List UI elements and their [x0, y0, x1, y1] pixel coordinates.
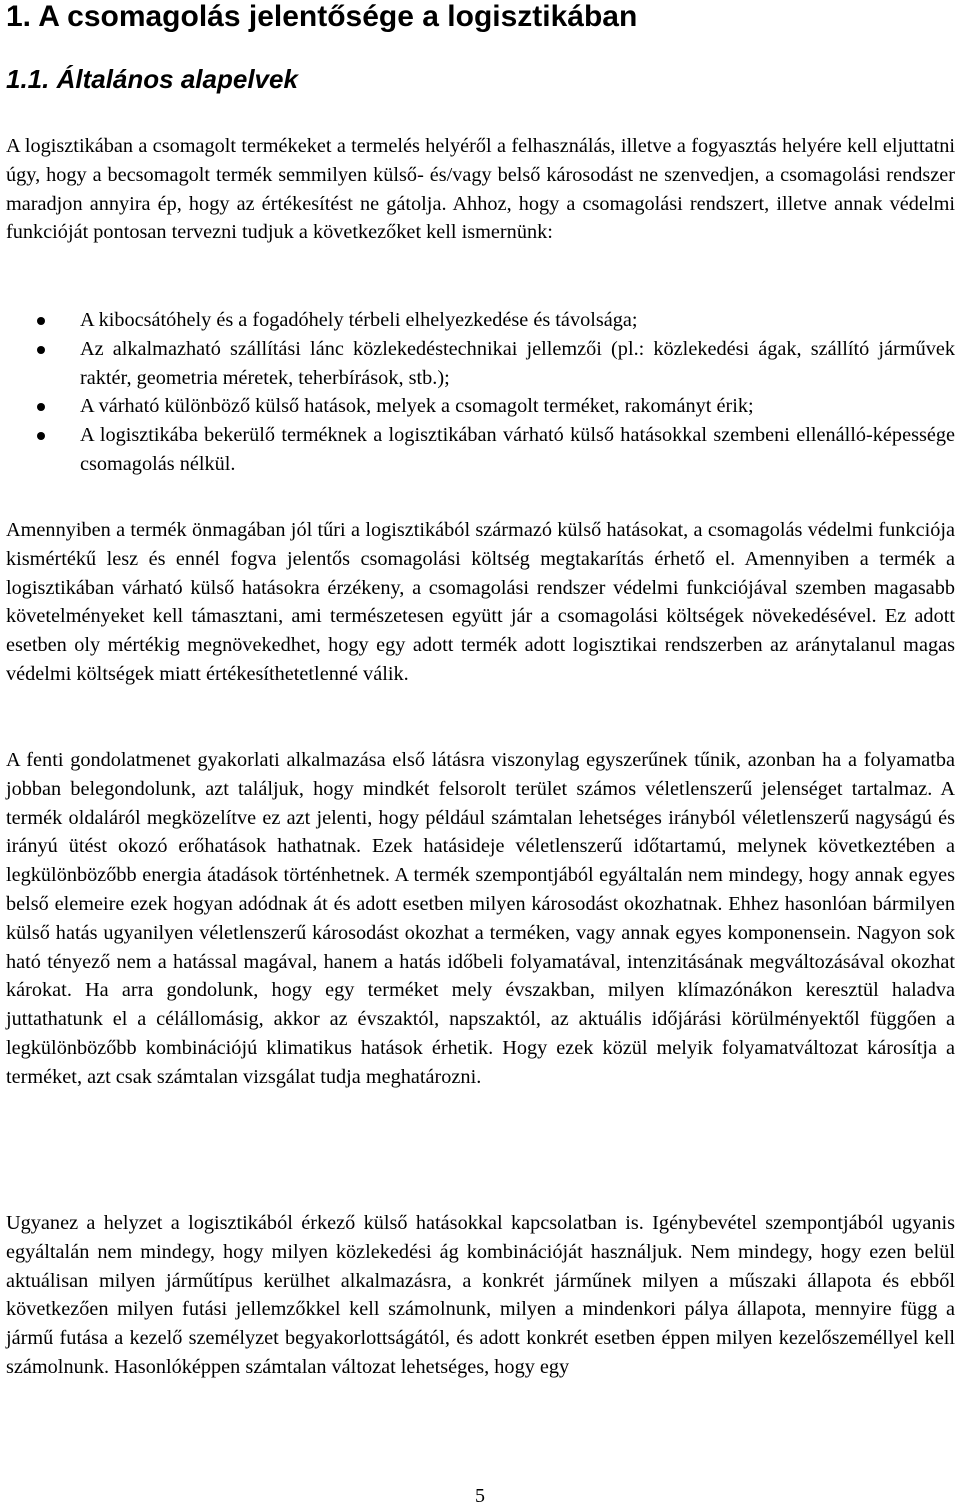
requirements-list — [0, 306, 955, 479]
paragraph-transport: Ugyanez a helyzet a logisztikából érkező külső hatásokkal kapcsolatban is. Igénybevétel szempontjából ugyanis egyáltalán nem mindegy, hogy milyen közlekedési ág kombinációját használjuk. Nem mindegy, hogy ezen belül aktuálisan milyen járműtípus kerülhet alkalmazásra, a konkrét járműnek milyen a műszaki állapota és ebből következően milyen futási jellemzőkkel kell számolnunk, milyen a mindenkori pálya állapota, mennyire függ a jármű futása a kezelő személyzet begyakorlottságától, és adott konkrét esetben éppen milyen kezelőszeméllyel kell számolnunk. Hasonlóképpen számtalan változat lehetséges, hogy egy — [6, 1212, 955, 1378]
list-item-text: A kibocsátóhely és a fogadóhely térbeli elhelyezkedése és távolsága; — [80, 309, 638, 331]
list-item — [0, 392, 955, 421]
list-item-text: A várható különböző külső hatások, melyek a csomagolt terméket, rakományt érik; — [80, 395, 754, 418]
page-number: 5 — [475, 1485, 485, 1507]
bullet-icon — [37, 346, 45, 354]
bullet-icon — [37, 317, 45, 325]
section-title: 1.1. Általános alapelvek — [6, 64, 298, 94]
list-item — [0, 306, 955, 335]
list-item-text: A logisztikába bekerülő terméknek a logisztikában várható külső hatásokkal szembeni ellenálló-képessége csomagolás nélkül. — [80, 424, 955, 475]
bullet-icon — [37, 432, 45, 440]
bullet-icon — [37, 403, 45, 411]
paragraph-cost: Amennyiben a termék önmagában jól tűri a logisztikából származó külső hatásokat, a csomagolás védelmi funkciója kismértékű lesz és ennél fogva jelentős csomagolási költség megtakarítás érhető el. Amennyiben a termék a logisztikában várható külső hatásokra érzékeny, a csomagolási rendszer védelmi funkciójával szemben magasabb követelményeket kell támasztani, ami természetesen együtt jár a csomagolási költségek növekedésével. Ez adott esetben oly mértékig megnövekedhet, hogy egy adott termék adott logisztikai rendszerben az aránytalanul magas védelmi költségek miatt értékesíthetetlenné válik. — [6, 519, 955, 685]
list-item — [0, 335, 955, 393]
paragraph-intro: A logisztikában a csomagolt termékeket a termelés helyéről a felhasználás, illetve a fogyasztás helyére kell eljuttatni úgy, hogy a becsomagolt termék semmilyen külső- és/vagy belső károsodást ne szenvedjen, a csomagolási rendszer maradjon annyira ép, hogy az értékesítést ne gátolja. Ahhoz, hogy a csomagolási rendszert, illetve annak védelmi funkcióját pontosan tervezni tudjuk a következőket kell ismernünk: — [6, 135, 955, 244]
paragraph-random-effects: A fenti gondolatmenet gyakorlati alkalmazása első látásra viszonylag egyszerűnek tűnik, azonban ha a folyamatba jobban belegondolunk, azt találjuk, hogy mindkét felsorolt terület számos véletlenszerű jelenséget tartalmaz. A termék oldaláról megközelítve ez azt jelenti, hogy például számtalan lehetséges irányból véletlenszerű nagyságú és irányú ütést okozó erőhatások hathatnak. Ezek hatásideje véletlenszerű időtartamú, melynek következtében a legkülönbözőbb energia átadások történhetnek. A termék szempontjából egyáltalán nem mindegy, hogy annak egyes belső elemeire ezek hogyan adódnak át és adott esetben milyen károsodást okozhatnak. Ehhez hasonlóan bármilyen külső hatás ugyanilyen véletlenszerű károsodást okozhat a terméken, vagy annak egyes komponensein. Nagyon sok ható tényező nem a hatással magával, hanem a hatás időbeli folyamatával, intenzitásának megváltozásával okozhat károkat. Ha arra gondolunk, hogy egy terméket mely évszakban, milyen klímazónákon keresztül haladva juttathatunk el a célállomásig, akkor az évszaktól, napszaktól, az aktuális időjárási körülményektől függően a legkülönbözőbb kombinációjú klimatikus hatások érhetik. Hogy ezek közül melyik folyamatváltozat károsítja a terméket, azt csak számtalan vizsgálat tudja meghatározni. — [6, 749, 955, 1088]
chapter-title: 1. A csomagolás jelentősége a logisztikában — [6, 0, 638, 33]
list-item — [0, 421, 955, 479]
list-item-text: Az alkalmazható szállítási lánc közlekedéstechnikai jellemzői (pl.: közlekedési ágak, szállító járművek raktér, geometria méretek, teherbírások, stb.); — [80, 337, 955, 389]
